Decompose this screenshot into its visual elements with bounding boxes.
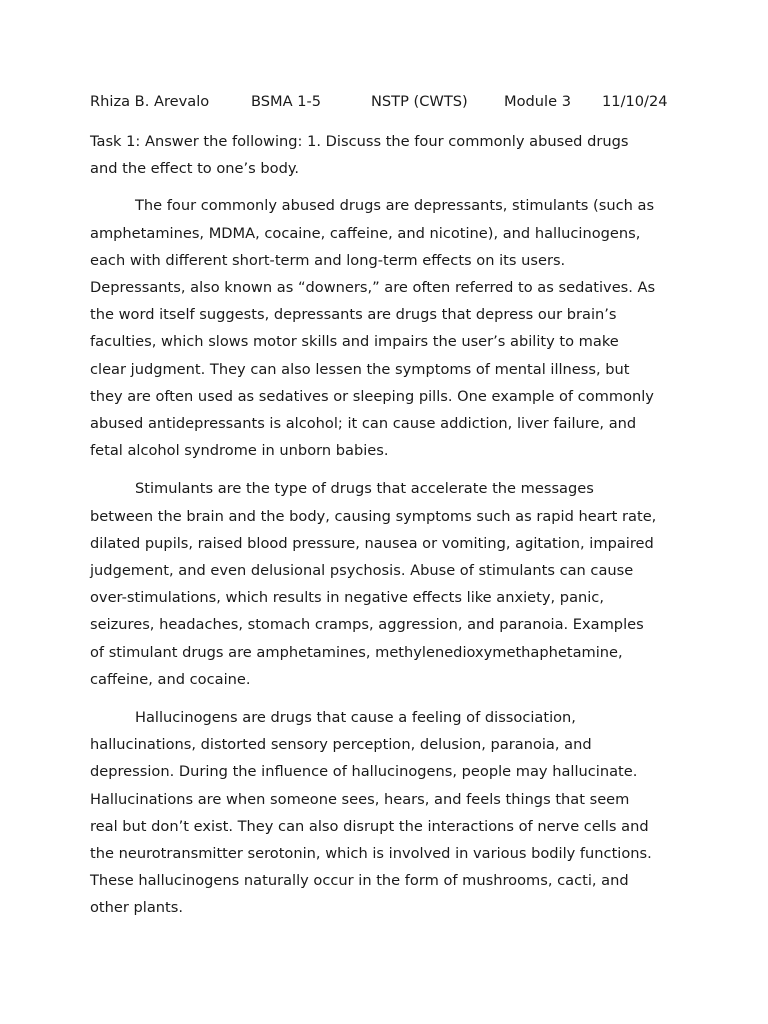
paragraph-line: amphetamines, MDMA, cocaine, caffeine, and nicotine), and hallucinogens,	[90, 224, 641, 242]
student-name: Rhiza B. Arevalo	[90, 93, 210, 110]
paragraph-line: These hallucinogens naturally occur in the form of mushrooms, cacti, and	[90, 872, 629, 890]
paragraph-line: between the brain and the body, causing symptoms such as rapid heart rate,	[90, 507, 657, 525]
paragraph-line: faculties, which slows motor skills and impairs the user’s ability to make	[90, 333, 619, 351]
course-section: BSMA 1-5	[251, 93, 322, 110]
paragraph-line: seizures, headaches, stomach cramps, aggression, and paranoia. Examples	[90, 616, 644, 634]
paragraph-line: judgement, and even delusional psychosis. Abuse of stimulants can cause	[90, 562, 634, 580]
paragraph-line: of stimulant drugs are amphetamines, methylenedioxymethaphetamine,	[90, 643, 623, 661]
paragraph-hallucinogens	[90, 704, 678, 922]
paragraph-line: fetal alcohol syndrome in unborn babies.	[90, 442, 389, 460]
paragraph-line: other plants.	[90, 899, 183, 917]
paragraph-line: caffeine, and cocaine.	[90, 670, 251, 688]
paragraph-line: The four commonly abused drugs are depressants, stimulants (such as	[135, 197, 655, 215]
task-line: and the effect to one’s body.	[90, 160, 300, 178]
paragraph-line: dilated pupils, raised blood pressure, nausea or vomiting, agitation, impaired	[90, 534, 654, 552]
paragraph-line: depression. During the influence of hallucinogens, people may hallucinate.	[90, 763, 638, 781]
subject-name: NSTP (CWTS)	[371, 93, 468, 110]
paragraph-line: abused antidepressants is alcohol; it can cause addiction, liver failure, and	[90, 415, 637, 433]
paragraph-line: over-stimulations, which results in negative effects like anxiety, panic,	[90, 589, 604, 607]
task-line: Task 1: Answer the following: 1. Discuss the four commonly abused drugs	[90, 133, 629, 150]
paragraph-line: Stimulants are the type of drugs that accelerate the messages	[135, 480, 594, 498]
document-body	[90, 128, 678, 933]
paragraph-line: real but don’t exist. They can also disrupt the interactions of nerve cells and	[90, 817, 649, 835]
paragraph-line: Hallucinations are when someone sees, hears, and feels things that seem	[90, 790, 630, 808]
module-label: Module 3	[504, 93, 571, 110]
paragraph-line: Hallucinogens are drugs that cause a feeling of dissociation,	[135, 709, 576, 727]
paragraph-stimulants	[90, 475, 678, 693]
paragraph-line: clear judgment. They can also lessen the symptoms of mental illness, but	[90, 360, 630, 378]
task-prompt	[90, 128, 678, 182]
paragraph-line: hallucinations, distorted sensory perception, delusion, paranoia, and	[90, 736, 592, 754]
paragraph-line: the neurotransmitter serotonin, which is involved in various bodily functions.	[90, 845, 652, 863]
paragraph-depressants	[90, 192, 678, 464]
document-header	[90, 92, 690, 112]
paragraph-line: Depressants, also known as “downers,” are often referred to as sedatives. As	[90, 279, 656, 297]
paragraph-line: each with different short-term and long-term effects on its users.	[90, 251, 566, 269]
paragraph-line: the word itself suggests, depressants are drugs that depress our brain’s	[90, 306, 617, 324]
paragraph-line: they are often used as sedatives or sleeping pills. One example of commonly	[90, 387, 654, 405]
document-date: 11/10/24	[602, 93, 668, 110]
